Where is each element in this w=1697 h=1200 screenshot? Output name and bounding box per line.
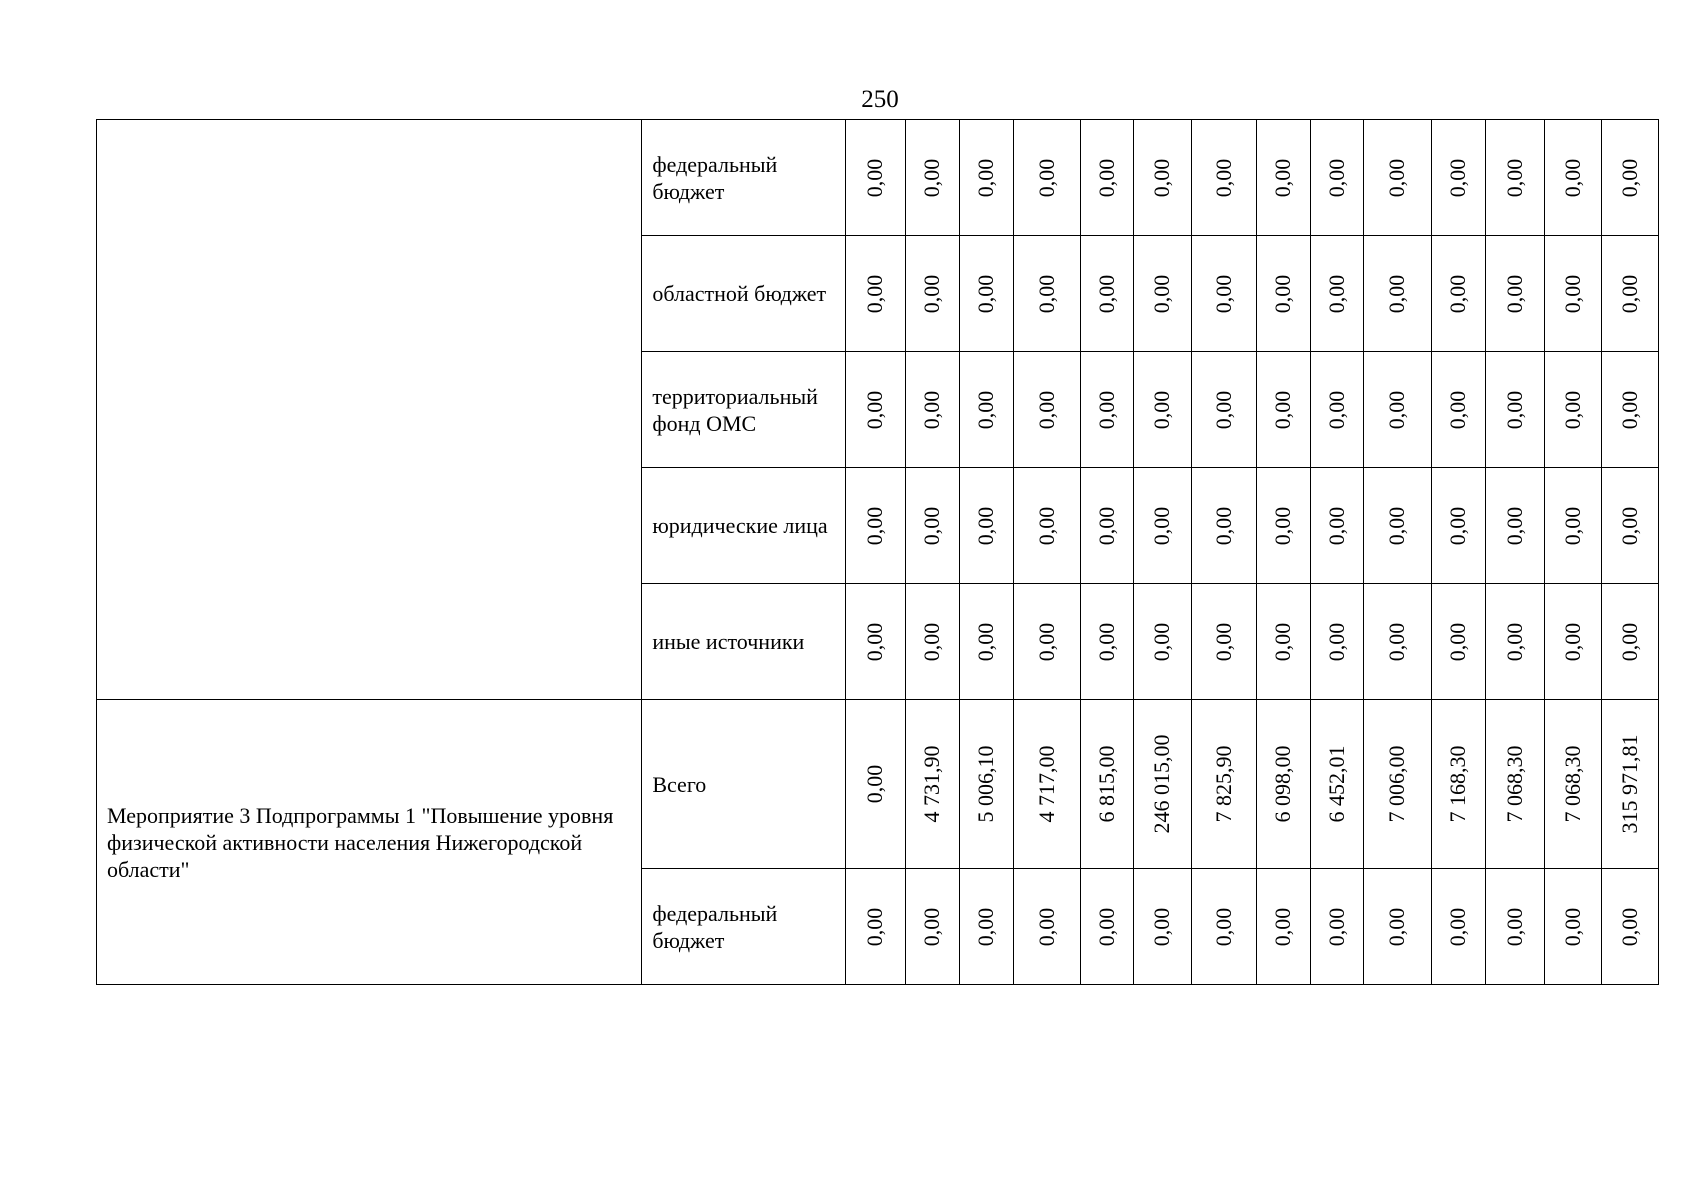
value-cell: 0,00 [1191,352,1256,468]
value-cell: 0,00 [959,468,1013,584]
source-label: федеральный бюджет [642,869,846,985]
value-cell: 0,00 [1310,236,1363,352]
value-cell: 0,00 [1256,120,1310,236]
value-cell: 0,00 [1431,468,1485,584]
value-cell: 0,00 [1485,120,1544,236]
value-cell: 0,00 [846,869,905,985]
value-cell: 0,00 [1363,584,1431,700]
value-cell: 0,00 [959,352,1013,468]
value-cell: 0,00 [1363,352,1431,468]
value-cell: 0,00 [1013,352,1080,468]
page-number: 250 [861,86,899,113]
value-cell: 0,00 [1013,468,1080,584]
value-cell: 0,00 [1013,869,1080,985]
value-cell: 7 825,90 [1191,700,1256,869]
value-cell: 0,00 [1133,584,1191,700]
value-cell: 0,00 [1133,352,1191,468]
value-cell: 0,00 [1256,584,1310,700]
value-cell: 0,00 [846,700,905,869]
value-cell: 4 731,90 [905,700,959,869]
source-label: иные источники [642,584,846,700]
value-cell: 0,00 [1544,236,1601,352]
value-cell: 0,00 [1133,120,1191,236]
value-cell: 0,00 [1191,236,1256,352]
value-cell: 7 168,30 [1431,700,1485,869]
value-cell: 0,00 [1080,584,1133,700]
value-cell: 0,00 [1431,236,1485,352]
value-cell: 0,00 [905,120,959,236]
value-cell: 0,00 [846,468,905,584]
value-cell: 0,00 [1601,468,1658,584]
value-cell: 0,00 [1363,869,1431,985]
value-cell: 0,00 [1544,584,1601,700]
value-cell: 0,00 [1544,120,1601,236]
value-cell: 0,00 [1431,584,1485,700]
value-cell: 7 068,30 [1544,700,1601,869]
value-cell: 0,00 [1310,584,1363,700]
value-cell: 0,00 [1485,468,1544,584]
value-cell: 315 971,81 [1601,700,1658,869]
value-cell: 0,00 [959,236,1013,352]
value-cell: 0,00 [959,120,1013,236]
value-cell: 0,00 [1601,584,1658,700]
source-label: федеральный бюджет [642,120,846,236]
value-cell: 7 006,00 [1363,700,1431,869]
value-cell: 0,00 [1080,468,1133,584]
value-cell: 0,00 [1133,869,1191,985]
value-cell: 0,00 [1191,120,1256,236]
value-cell: 0,00 [846,236,905,352]
value-cell: 0,00 [1191,869,1256,985]
value-cell: 0,00 [1431,352,1485,468]
value-cell: 0,00 [1310,869,1363,985]
value-cell: 0,00 [905,352,959,468]
value-cell: 0,00 [1485,584,1544,700]
value-cell: 0,00 [1544,869,1601,985]
value-cell: 0,00 [1601,120,1658,236]
value-cell: 0,00 [1191,468,1256,584]
value-cell: 4 717,00 [1013,700,1080,869]
source-label: территориальный фонд ОМС [642,352,846,468]
value-cell: 0,00 [1256,869,1310,985]
value-cell: 0,00 [1013,120,1080,236]
value-cell: 0,00 [1310,352,1363,468]
value-cell: 0,00 [905,869,959,985]
source-label: юридические лица [642,468,846,584]
value-cell: 0,00 [1080,869,1133,985]
value-cell: 0,00 [1363,468,1431,584]
value-cell: 0,00 [1363,236,1431,352]
value-cell: 0,00 [1431,120,1485,236]
value-cell: 0,00 [905,236,959,352]
value-cell: 0,00 [846,352,905,468]
value-cell: 0,00 [1080,236,1133,352]
value-cell: 0,00 [1601,869,1658,985]
budget-table [96,119,1659,985]
value-cell: 0,00 [1431,869,1485,985]
value-cell: 0,00 [905,584,959,700]
value-cell: 0,00 [1601,236,1658,352]
value-cell: 0,00 [846,120,905,236]
table-row [97,120,1659,236]
value-cell: 0,00 [846,584,905,700]
value-cell: 0,00 [1013,236,1080,352]
value-cell: 0,00 [1133,468,1191,584]
value-cell: 0,00 [1256,468,1310,584]
value-cell: 0,00 [1544,468,1601,584]
measure-name: Мероприятие 3 Подпрограммы 1 "Повышение уровня физической активности населения Нижегородской области" [97,700,642,985]
value-cell: 6 452,01 [1310,700,1363,869]
value-cell: 0,00 [1485,869,1544,985]
value-cell: 0,00 [1485,352,1544,468]
value-cell: 0,00 [959,869,1013,985]
value-cell: 6 815,00 [1080,700,1133,869]
value-cell: 6 098,00 [1256,700,1310,869]
value-cell: 0,00 [1310,468,1363,584]
value-cell: 0,00 [1080,352,1133,468]
value-cell: 0,00 [959,584,1013,700]
value-cell: 7 068,30 [1485,700,1544,869]
value-cell: 0,00 [905,468,959,584]
value-cell: 0,00 [1485,236,1544,352]
table-row [97,700,1659,869]
value-cell: 0,00 [1256,352,1310,468]
value-cell: 0,00 [1601,352,1658,468]
value-cell: 0,00 [1544,352,1601,468]
source-label: Всего [642,700,846,869]
value-cell: 0,00 [1363,120,1431,236]
empty-name-cell [97,120,642,700]
value-cell: 0,00 [1013,584,1080,700]
value-cell: 0,00 [1080,120,1133,236]
source-label: областной бюджет [642,236,846,352]
value-cell: 246 015,00 [1133,700,1191,869]
value-cell: 0,00 [1310,120,1363,236]
value-cell: 0,00 [1256,236,1310,352]
value-cell: 5 006,10 [959,700,1013,869]
value-cell: 0,00 [1133,236,1191,352]
value-cell: 0,00 [1191,584,1256,700]
